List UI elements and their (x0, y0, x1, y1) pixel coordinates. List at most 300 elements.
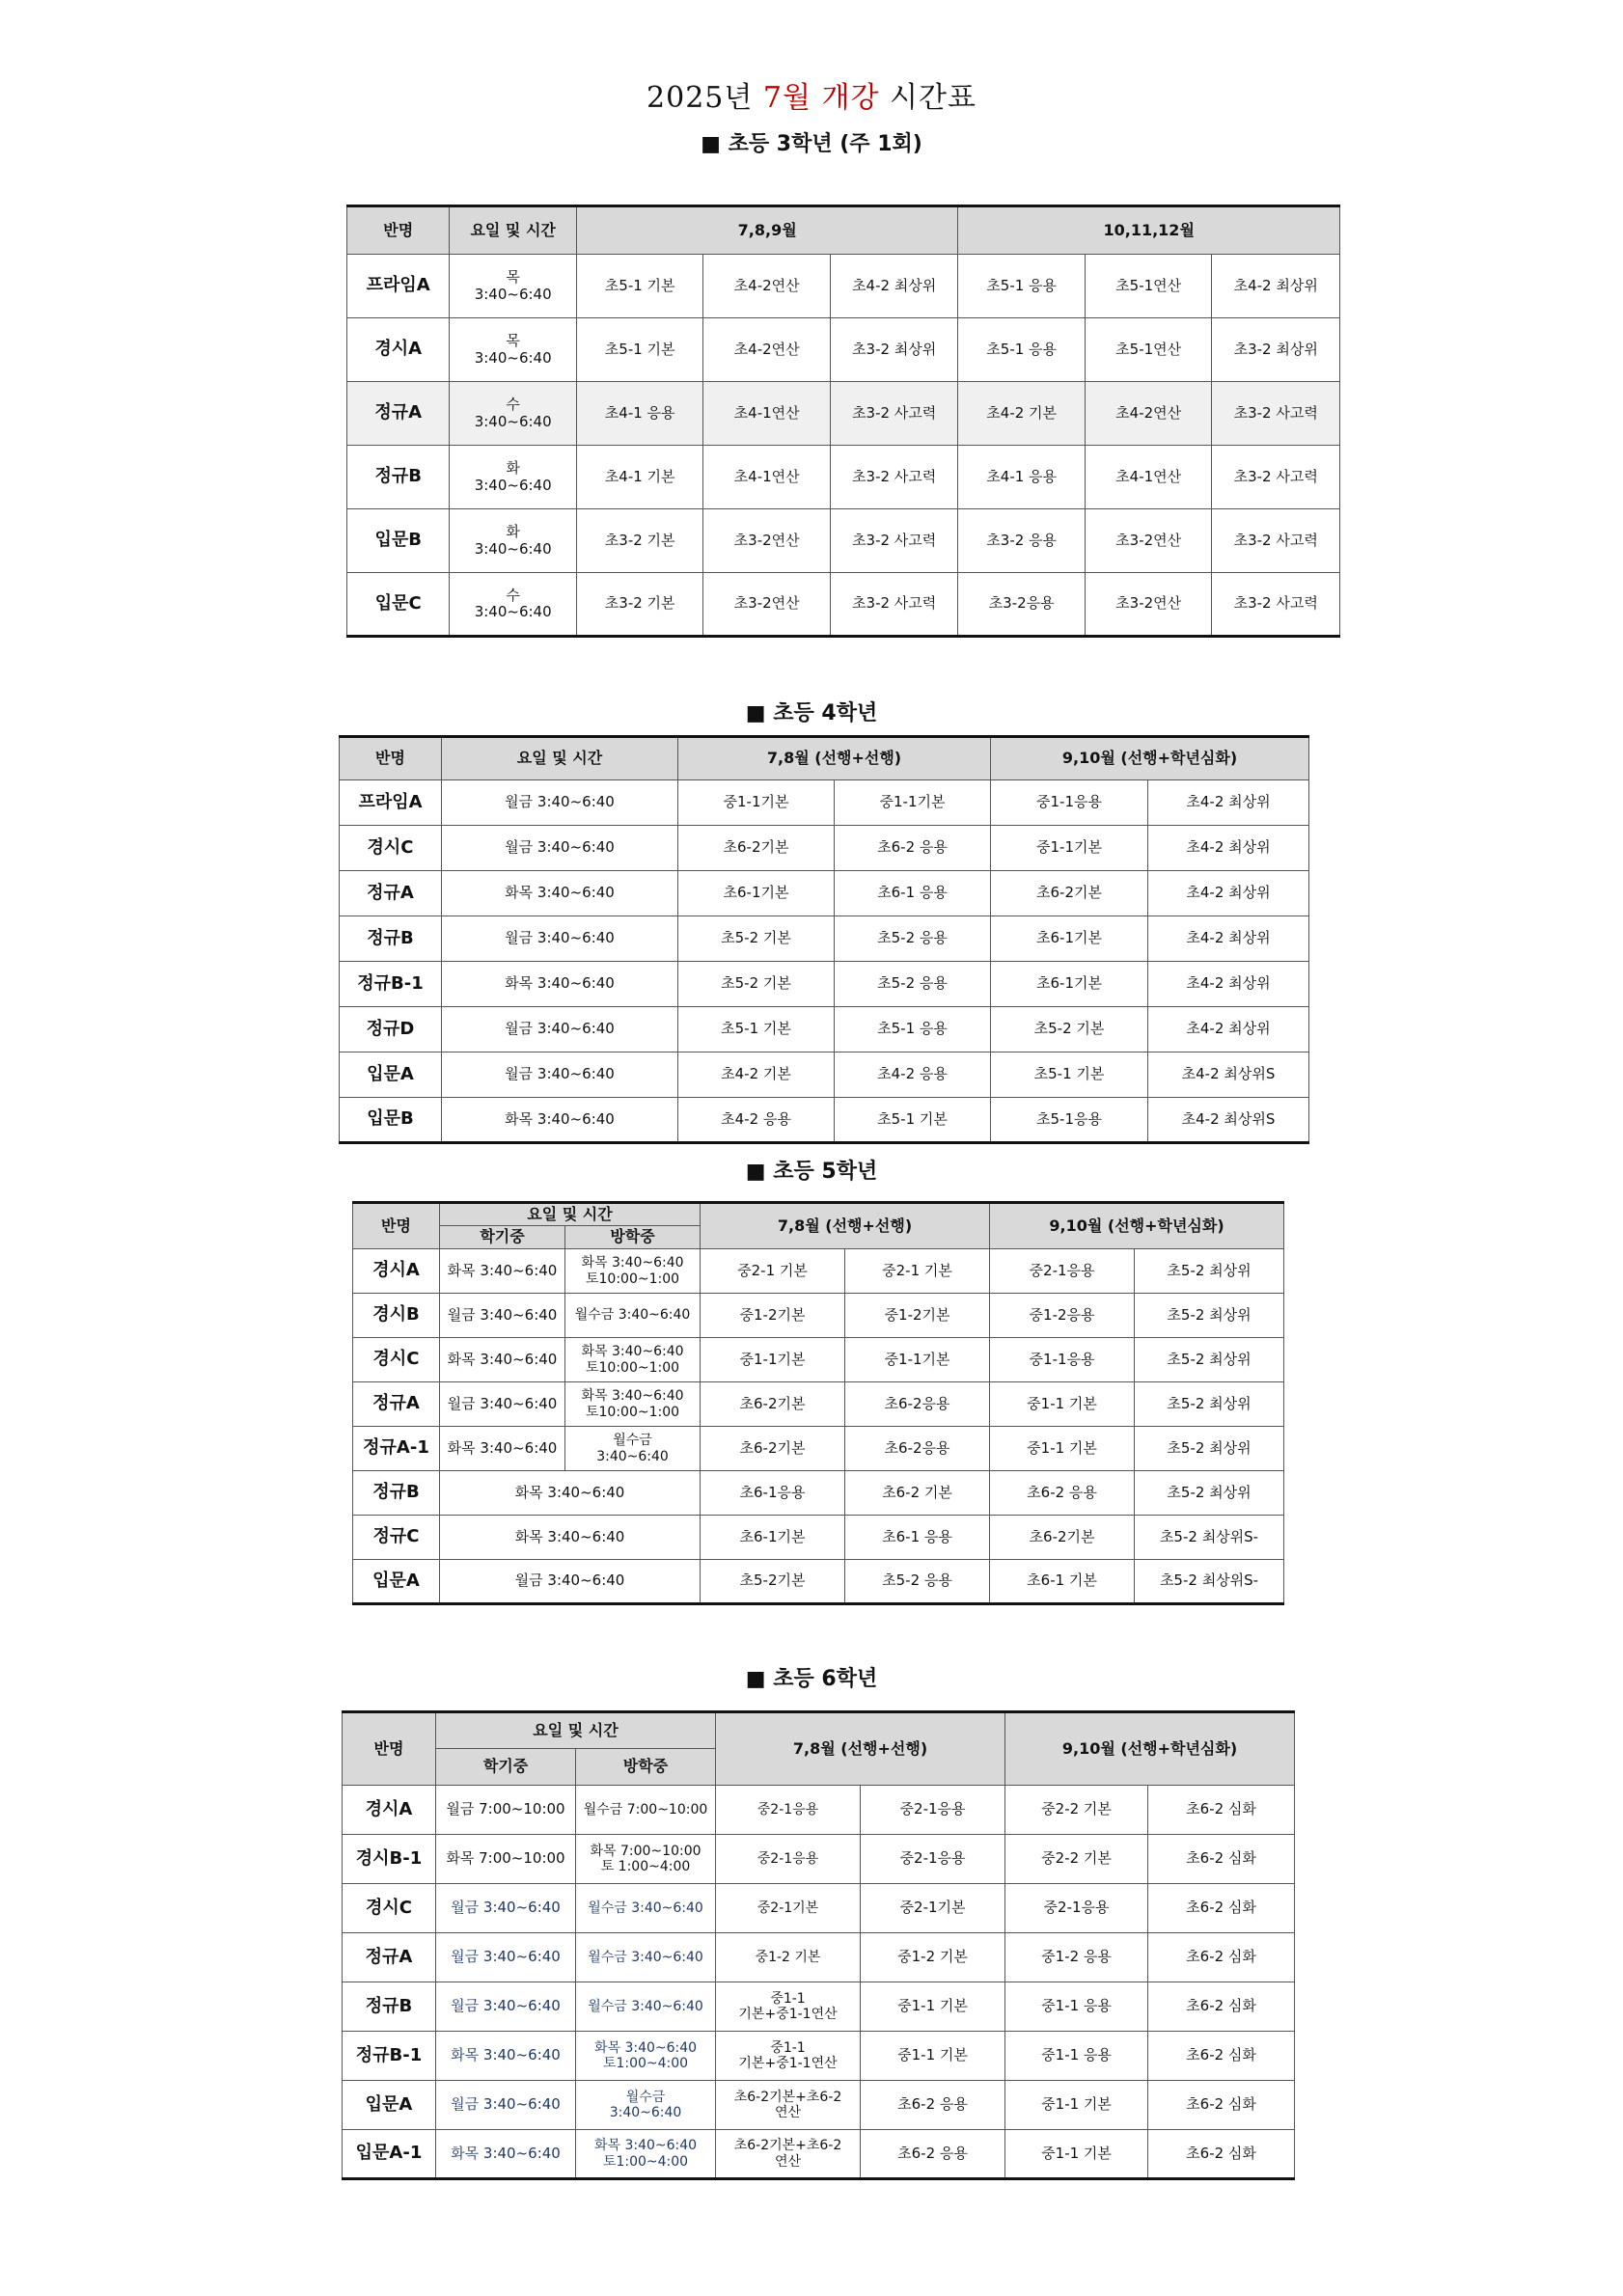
course-cell: 초3-2 기본 (576, 573, 703, 637)
course-cell: 초4-1연산 (703, 382, 831, 446)
class-name: 정규A (340, 871, 442, 916)
schedule-cell (450, 255, 577, 318)
course-cell: 초3-2연산 (703, 573, 831, 637)
schedule-cell (450, 382, 577, 446)
class-name: 경시A (353, 1249, 440, 1294)
cell-line: 3:40~6:40 (474, 539, 552, 558)
course-cell: 초4-2 최상위 (1148, 916, 1309, 962)
table-row (343, 2130, 1295, 2179)
schedule-cell: 월금 3:40~6:40 (442, 916, 678, 962)
course-cell: 중2-1 기본 (845, 1249, 990, 1294)
course-cell: 중2-1응용 (716, 1835, 861, 1884)
col-header-time: 요일 및 시간 (442, 737, 678, 780)
course-cell: 초6-1응용 (701, 1471, 845, 1516)
course-cell: 초6-2 심화 (1148, 1884, 1295, 1933)
cell-line: 토1:00~4:00 (602, 2056, 689, 2071)
table-row (343, 1786, 1295, 1835)
class-name: 입문B (347, 509, 450, 573)
col-header-vacation: 방학중 (576, 1749, 716, 1786)
col-header-time: 요일 및 시간 (450, 206, 577, 255)
course-cell: 초6-2 심화 (1148, 1786, 1295, 1835)
class-name: 정규B (343, 1982, 436, 2032)
course-cell: 초5-1 기본 (576, 318, 703, 382)
course-cell: 중1-1기본 (835, 780, 991, 826)
table-row (347, 509, 1340, 573)
cell-line: 목 (506, 332, 520, 350)
course-cell: 초6-2기본 (678, 826, 835, 871)
course-cell: 중1-2기본 (845, 1294, 990, 1338)
vacation-schedule-cell (576, 2081, 716, 2130)
cell-line: 화목 3:40~6:40 (581, 1344, 684, 1360)
col-header-class: 반명 (347, 206, 450, 255)
table-row (340, 826, 1309, 871)
course-cell (716, 1982, 861, 2032)
table-row (343, 1884, 1295, 1933)
class-name: 정규A-1 (353, 1427, 440, 1471)
course-cell: 초5-2 기본 (991, 1007, 1148, 1052)
course-cell: 초3-2 사고력 (830, 573, 958, 637)
class-name: 정규B (353, 1471, 440, 1516)
cell-line: 토10:00~1:00 (585, 1404, 680, 1420)
course-cell: 초6-2 응용 (990, 1471, 1135, 1516)
vacation-schedule-cell (565, 1338, 701, 1382)
course-cell: 중1-1 기본 (990, 1427, 1135, 1471)
course-cell: 초5-1 응용 (835, 1007, 991, 1052)
course-cell: 초6-2 응용 (835, 826, 991, 871)
col-header-period2: 9,10월 (선행+학년심화) (991, 737, 1309, 780)
course-cell: 초5-1 기본 (835, 1098, 991, 1143)
term-schedule-cell: 화목 3:40~6:40 (440, 1249, 565, 1294)
col-header-time: 요일 및 시간 (436, 1712, 716, 1749)
course-cell: 중2-1응용 (1005, 1884, 1148, 1933)
course-cell: 초6-2 심화 (1148, 2032, 1295, 2081)
section-title-grade5: ■ 초등 5학년 (745, 1160, 878, 1184)
cell-line: 3:40~6:40 (474, 476, 552, 494)
course-cell: 초4-1 기본 (576, 446, 703, 509)
course-cell: 초6-2 기본 (845, 1471, 990, 1516)
table-row (343, 2081, 1295, 2130)
course-cell: 중1-1 기본 (861, 2032, 1005, 2081)
schedule-cell: 화목 3:40~6:40 (442, 871, 678, 916)
table-row (340, 871, 1309, 916)
vacation-schedule-cell: 월수금 3:40~6:40 (576, 1982, 716, 2032)
table-row (340, 1007, 1309, 1052)
course-cell: 초6-2기본 (701, 1382, 845, 1427)
course-cell: 초5-2 기본 (678, 916, 835, 962)
term-schedule-cell: 화목 3:40~6:40 (440, 1338, 565, 1382)
cell-line: 화 (506, 459, 520, 478)
col-header-time: 요일 및 시간 (440, 1203, 701, 1226)
cell-line: 목 (506, 268, 520, 287)
col-header-class: 반명 (343, 1712, 436, 1786)
course-cell: 초6-2기본 (990, 1516, 1135, 1560)
term-schedule-cell: 월금 3:40~6:40 (436, 1933, 576, 1982)
term-schedule-cell: 화목 3:40~6:40 (440, 1427, 565, 1471)
course-cell: 초5-1 기본 (576, 255, 703, 318)
course-cell: 초3-2응용 (958, 573, 1086, 637)
schedule-cell: 월금 3:40~6:40 (440, 1560, 701, 1604)
course-cell: 중1-2 기본 (861, 1933, 1005, 1982)
table-row (340, 780, 1309, 826)
course-cell: 중2-1 기본 (701, 1249, 845, 1294)
course-cell: 초6-1기본 (701, 1516, 845, 1560)
cell-line: 월수금 (625, 2089, 666, 2105)
course-cell: 초4-2연산 (703, 318, 831, 382)
term-schedule-cell: 월금 3:40~6:40 (436, 1982, 576, 2032)
course-cell: 초5-2 최상위 (1135, 1427, 1284, 1471)
schedule-cell (450, 509, 577, 573)
term-schedule-cell: 화목 3:40~6:40 (436, 2032, 576, 2081)
course-cell: 초4-2 최상위 (1148, 780, 1309, 826)
table-row (343, 1933, 1295, 1982)
course-cell: 초5-1 응용 (958, 318, 1086, 382)
course-cell: 중2-1응용 (861, 1786, 1005, 1835)
table-row (353, 1516, 1284, 1560)
class-name: 경시A (347, 318, 450, 382)
course-cell: 초3-2 최상위 (1212, 318, 1340, 382)
col-header-vacation: 방학중 (565, 1226, 701, 1249)
schedule-cell: 화목 3:40~6:40 (442, 1098, 678, 1143)
cell-line: 토10:00~1:00 (585, 1271, 680, 1287)
course-cell: 초5-1 기본 (678, 1007, 835, 1052)
table-row (343, 2032, 1295, 2081)
cell-line: 연산 (774, 2153, 802, 2170)
course-cell: 초5-1응용 (991, 1098, 1148, 1143)
course-cell: 초3-2 사고력 (1212, 573, 1340, 637)
term-schedule-cell: 월금 3:40~6:40 (440, 1382, 565, 1427)
col-header-period1: 7,8월 (선행+선행) (701, 1203, 990, 1249)
course-cell: 초4-2 최상위S (1148, 1052, 1309, 1098)
vacation-schedule-cell: 월수금 3:40~6:40 (576, 1933, 716, 1982)
table-row (353, 1427, 1284, 1471)
table-row (347, 573, 1340, 637)
course-cell (716, 2130, 861, 2179)
course-cell: 초5-2 최상위 (1135, 1294, 1284, 1338)
course-cell: 초4-2연산 (703, 255, 831, 318)
grade6-table (342, 1710, 1295, 2180)
course-cell: 중2-1응용 (861, 1835, 1005, 1884)
course-cell: 중1-1기본 (845, 1338, 990, 1382)
course-cell: 초4-2 최상위 (1148, 871, 1309, 916)
schedule-cell: 월금 3:40~6:40 (442, 826, 678, 871)
course-cell: 초5-2 최상위S- (1135, 1516, 1284, 1560)
term-schedule-cell: 월금 7:00~10:00 (436, 1786, 576, 1835)
course-cell: 중1-2 응용 (1005, 1933, 1148, 1982)
class-name: 입문A (340, 1052, 442, 1098)
course-cell: 초4-2 응용 (835, 1052, 991, 1098)
course-cell: 초4-2 응용 (678, 1098, 835, 1143)
class-name: 프라임A (347, 255, 450, 318)
course-cell: 초5-2 응용 (835, 916, 991, 962)
course-cell: 초3-2 사고력 (1212, 446, 1340, 509)
cell-line: 토10:00~1:00 (585, 1359, 680, 1376)
cell-line: 3:40~6:40 (609, 2105, 682, 2120)
course-cell: 초5-1연산 (1085, 318, 1212, 382)
course-cell: 초4-2연산 (1085, 382, 1212, 446)
course-cell: 초5-2 기본 (678, 962, 835, 1007)
col-header-period1: 7,8월 (선행+선행) (678, 737, 991, 780)
cell-line: 중1-1 (770, 1990, 806, 2007)
schedule-cell: 월금 3:40~6:40 (442, 1052, 678, 1098)
class-name: 정규A (353, 1382, 440, 1427)
page-title: 2025년 7월 개강 시간표 (646, 81, 977, 115)
term-schedule-cell: 월금 3:40~6:40 (436, 2081, 576, 2130)
cell-line: 월수금 (613, 1433, 652, 1449)
course-cell: 초6-2기본 (701, 1427, 845, 1471)
course-cell: 초4-2 최상위S (1148, 1098, 1309, 1143)
cell-line: 3:40~6:40 (474, 348, 552, 367)
vacation-schedule-cell: 월수금 7:00~10:00 (576, 1786, 716, 1835)
vacation-schedule-cell (576, 1835, 716, 1884)
course-cell: 초6-1 응용 (845, 1516, 990, 1560)
section-title-grade6: ■ 초등 6학년 (745, 1667, 878, 1691)
course-cell: 초4-2 최상위 (1148, 962, 1309, 1007)
vacation-schedule-cell: 월수금 3:40~6:40 (576, 1884, 716, 1933)
course-cell: 초6-1 응용 (835, 871, 991, 916)
course-cell (716, 2032, 861, 2081)
course-cell: 초4-2 최상위 (1148, 826, 1309, 871)
col-header-class: 반명 (353, 1203, 440, 1249)
table-row (353, 1382, 1284, 1427)
course-cell: 중2-2 기본 (1005, 1835, 1148, 1884)
course-cell: 초6-2 심화 (1148, 2081, 1295, 2130)
table-row (353, 1294, 1284, 1338)
section-title-grade3: ■ 초등 3학년 (주 1회) (701, 132, 922, 156)
vacation-schedule-cell (576, 2130, 716, 2179)
course-cell: 초4-1연산 (1085, 446, 1212, 509)
cell-line: 화목 3:40~6:40 (593, 2039, 698, 2056)
course-cell: 초5-2기본 (701, 1560, 845, 1604)
course-cell: 초3-2 응용 (958, 509, 1086, 573)
table-row (343, 1835, 1295, 1884)
class-name: 정규A (347, 382, 450, 446)
course-cell: 초4-2 최상위 (1148, 1007, 1309, 1052)
course-cell: 중1-1기본 (991, 826, 1148, 871)
course-cell: 초3-2 사고력 (830, 446, 958, 509)
cell-line: 3:40~6:40 (596, 1448, 669, 1464)
col-header-period1: 7,8,9월 (576, 206, 958, 255)
class-name: 정규D (340, 1007, 442, 1052)
course-cell: 초6-2 심화 (1148, 1982, 1295, 2032)
course-cell: 초4-2 최상위 (1212, 255, 1340, 318)
course-cell: 초6-1기본 (991, 916, 1148, 962)
vacation-schedule-cell (565, 1249, 701, 1294)
cell-line: 화목 7:00~10:00 (590, 1843, 701, 1859)
course-cell: 초5-2 최상위 (1135, 1382, 1284, 1427)
table-row (353, 1560, 1284, 1604)
course-cell: 초3-2연산 (1085, 573, 1212, 637)
grade4-table (339, 735, 1309, 1144)
class-name: 정규C (353, 1516, 440, 1560)
col-header-term: 학기중 (436, 1749, 576, 1786)
course-cell: 중1-2기본 (701, 1294, 845, 1338)
cell-line: 수 (506, 396, 520, 414)
course-cell: 중1-1 응용 (1005, 2032, 1148, 2081)
term-schedule-cell: 화목 7:00~10:00 (436, 1835, 576, 1884)
table-row (347, 446, 1340, 509)
course-cell: 초5-2 최상위 (1135, 1249, 1284, 1294)
cell-line: 중1-1 (770, 2039, 806, 2056)
table-row (347, 318, 1340, 382)
course-cell: 초3-2 사고력 (830, 382, 958, 446)
cell-line: 연산 (774, 2105, 802, 2120)
class-name: 정규A (343, 1933, 436, 1982)
course-cell: 초4-1 응용 (958, 446, 1086, 509)
course-cell: 초5-2 응용 (835, 962, 991, 1007)
table-row (347, 255, 1340, 318)
vacation-schedule-cell: 월수금 3:40~6:40 (565, 1294, 701, 1338)
course-cell: 초6-2 응용 (861, 2081, 1005, 2130)
course-cell: 초6-2응용 (845, 1427, 990, 1471)
class-name: 경시B (353, 1294, 440, 1338)
schedule-cell (450, 573, 577, 637)
course-cell: 초5-2 최상위 (1135, 1338, 1284, 1382)
course-cell: 초4-2 최상위 (830, 255, 958, 318)
course-cell: 중1-1 기본 (1005, 2130, 1148, 2179)
course-cell: 초4-1연산 (703, 446, 831, 509)
course-cell: 초5-1 응용 (958, 255, 1086, 318)
schedule-cell: 월금 3:40~6:40 (442, 780, 678, 826)
course-cell: 중1-1기본 (678, 780, 835, 826)
course-cell: 중1-1 기본 (1005, 2081, 1148, 2130)
course-cell: 중1-1기본 (701, 1338, 845, 1382)
class-name: 입문A (343, 2081, 436, 2130)
schedule-cell: 월금 3:40~6:40 (442, 1007, 678, 1052)
course-cell: 초3-2 최상위 (830, 318, 958, 382)
schedule-cell: 화목 3:40~6:40 (440, 1516, 701, 1560)
col-header-term: 학기중 (440, 1226, 565, 1249)
table-row (353, 1249, 1284, 1294)
cell-line: 토 1:00~4:00 (600, 1859, 691, 1874)
course-cell: 중1-1응용 (990, 1338, 1135, 1382)
course-cell: 초6-1기본 (678, 871, 835, 916)
class-name: 프라임A (340, 780, 442, 826)
class-name: 입문B (340, 1098, 442, 1143)
term-schedule-cell: 화목 3:40~6:40 (436, 2130, 576, 2179)
class-name: 정규B (340, 916, 442, 962)
course-cell: 중2-1응용 (990, 1249, 1135, 1294)
cell-line: 화목 3:40~6:40 (593, 2138, 698, 2154)
table-row (343, 1982, 1295, 2032)
course-cell: 초5-1연산 (1085, 255, 1212, 318)
course-cell: 초6-2기본 (991, 871, 1148, 916)
course-cell: 초5-2 응용 (845, 1560, 990, 1604)
course-cell: 초3-2연산 (703, 509, 831, 573)
course-cell (716, 2081, 861, 2130)
cell-line: 초6-2기본+초6-2 (733, 2138, 842, 2154)
term-schedule-cell: 월금 3:40~6:40 (436, 1884, 576, 1933)
table-row (353, 1471, 1284, 1516)
course-cell: 중2-1기본 (861, 1884, 1005, 1933)
class-name: 정규B (347, 446, 450, 509)
cell-line: 토1:00~4:00 (602, 2153, 689, 2170)
vacation-schedule-cell (565, 1382, 701, 1427)
course-cell: 초4-2 기본 (678, 1052, 835, 1098)
schedule-cell: 화목 3:40~6:40 (440, 1471, 701, 1516)
class-name: 경시B-1 (343, 1835, 436, 1884)
cell-line: 화목 3:40~6:40 (581, 1388, 684, 1405)
cell-line: 3:40~6:40 (474, 285, 552, 303)
class-name: 정규B-1 (343, 2032, 436, 2081)
col-header-period1: 7,8월 (선행+선행) (716, 1712, 1005, 1786)
course-cell: 중1-1 응용 (1005, 1982, 1148, 2032)
vacation-schedule-cell (565, 1427, 701, 1471)
schedule-cell: 화목 3:40~6:40 (442, 962, 678, 1007)
term-schedule-cell: 월금 3:40~6:40 (440, 1294, 565, 1338)
table-row (340, 962, 1309, 1007)
cell-line: 초6-2기본+초6-2 (733, 2089, 842, 2105)
table-row (347, 382, 1340, 446)
course-cell: 초6-2 심화 (1148, 1835, 1295, 1884)
schedule-cell (450, 446, 577, 509)
course-cell: 초6-2 심화 (1148, 1933, 1295, 1982)
table-row (340, 1098, 1309, 1143)
cell-line: 화 (506, 523, 520, 541)
course-cell: 초3-2 사고력 (830, 509, 958, 573)
course-cell: 초5-1 기본 (991, 1052, 1148, 1098)
section-title-grade4: ■ 초등 4학년 (745, 701, 878, 725)
cell-line: 기본+중1-1연산 (738, 2007, 838, 2022)
cell-line: 화목 3:40~6:40 (581, 1255, 684, 1271)
cell-line: 3:40~6:40 (474, 603, 552, 620)
course-cell: 중1-1 기본 (990, 1382, 1135, 1427)
course-cell: 초3-2 사고력 (1212, 382, 1340, 446)
course-cell: 초3-2연산 (1085, 509, 1212, 573)
course-cell: 중1-2응용 (990, 1294, 1135, 1338)
course-cell: 중1-2 기본 (716, 1933, 861, 1982)
class-name: 정규B-1 (340, 962, 442, 1007)
course-cell: 초6-2 심화 (1148, 2130, 1295, 2179)
col-header-class: 반명 (340, 737, 442, 780)
table-row (340, 916, 1309, 962)
course-cell: 중1-1응용 (991, 780, 1148, 826)
cell-line: 수 (506, 586, 520, 604)
class-name: 경시C (340, 826, 442, 871)
table-row (340, 1052, 1309, 1098)
table-row (353, 1338, 1284, 1382)
class-name: 입문A-1 (343, 2130, 436, 2179)
col-header-period2: 9,10월 (선행+학년심화) (990, 1203, 1284, 1249)
cell-line: 3:40~6:40 (474, 412, 552, 430)
class-name: 입문A (353, 1560, 440, 1604)
class-name: 경시C (353, 1338, 440, 1382)
course-cell: 중2-1응용 (716, 1786, 861, 1835)
col-header-period2: 10,11,12월 (958, 206, 1340, 255)
course-cell: 중2-1기본 (716, 1884, 861, 1933)
course-cell: 초6-2 응용 (861, 2130, 1005, 2179)
vacation-schedule-cell (576, 2032, 716, 2081)
course-cell: 초6-1 기본 (990, 1560, 1135, 1604)
col-header-period2: 9,10월 (선행+학년심화) (1005, 1712, 1295, 1786)
course-cell: 초6-1기본 (991, 962, 1148, 1007)
class-name: 입문C (347, 573, 450, 637)
course-cell: 초4-2 기본 (958, 382, 1086, 446)
course-cell: 중2-2 기본 (1005, 1786, 1148, 1835)
grade3-table (346, 205, 1340, 638)
class-name: 경시C (343, 1884, 436, 1933)
schedule-cell (450, 318, 577, 382)
course-cell: 중1-1 기본 (861, 1982, 1005, 2032)
course-cell: 초6-2응용 (845, 1382, 990, 1427)
grade5-table (352, 1201, 1284, 1605)
course-cell: 초3-2 사고력 (1212, 509, 1340, 573)
course-cell: 초5-2 최상위S- (1135, 1560, 1284, 1604)
course-cell: 초3-2 기본 (576, 509, 703, 573)
cell-line: 기본+중1-1연산 (738, 2056, 838, 2071)
course-cell: 초4-1 응용 (576, 382, 703, 446)
course-cell: 초5-2 최상위 (1135, 1471, 1284, 1516)
class-name: 경시A (343, 1786, 436, 1835)
